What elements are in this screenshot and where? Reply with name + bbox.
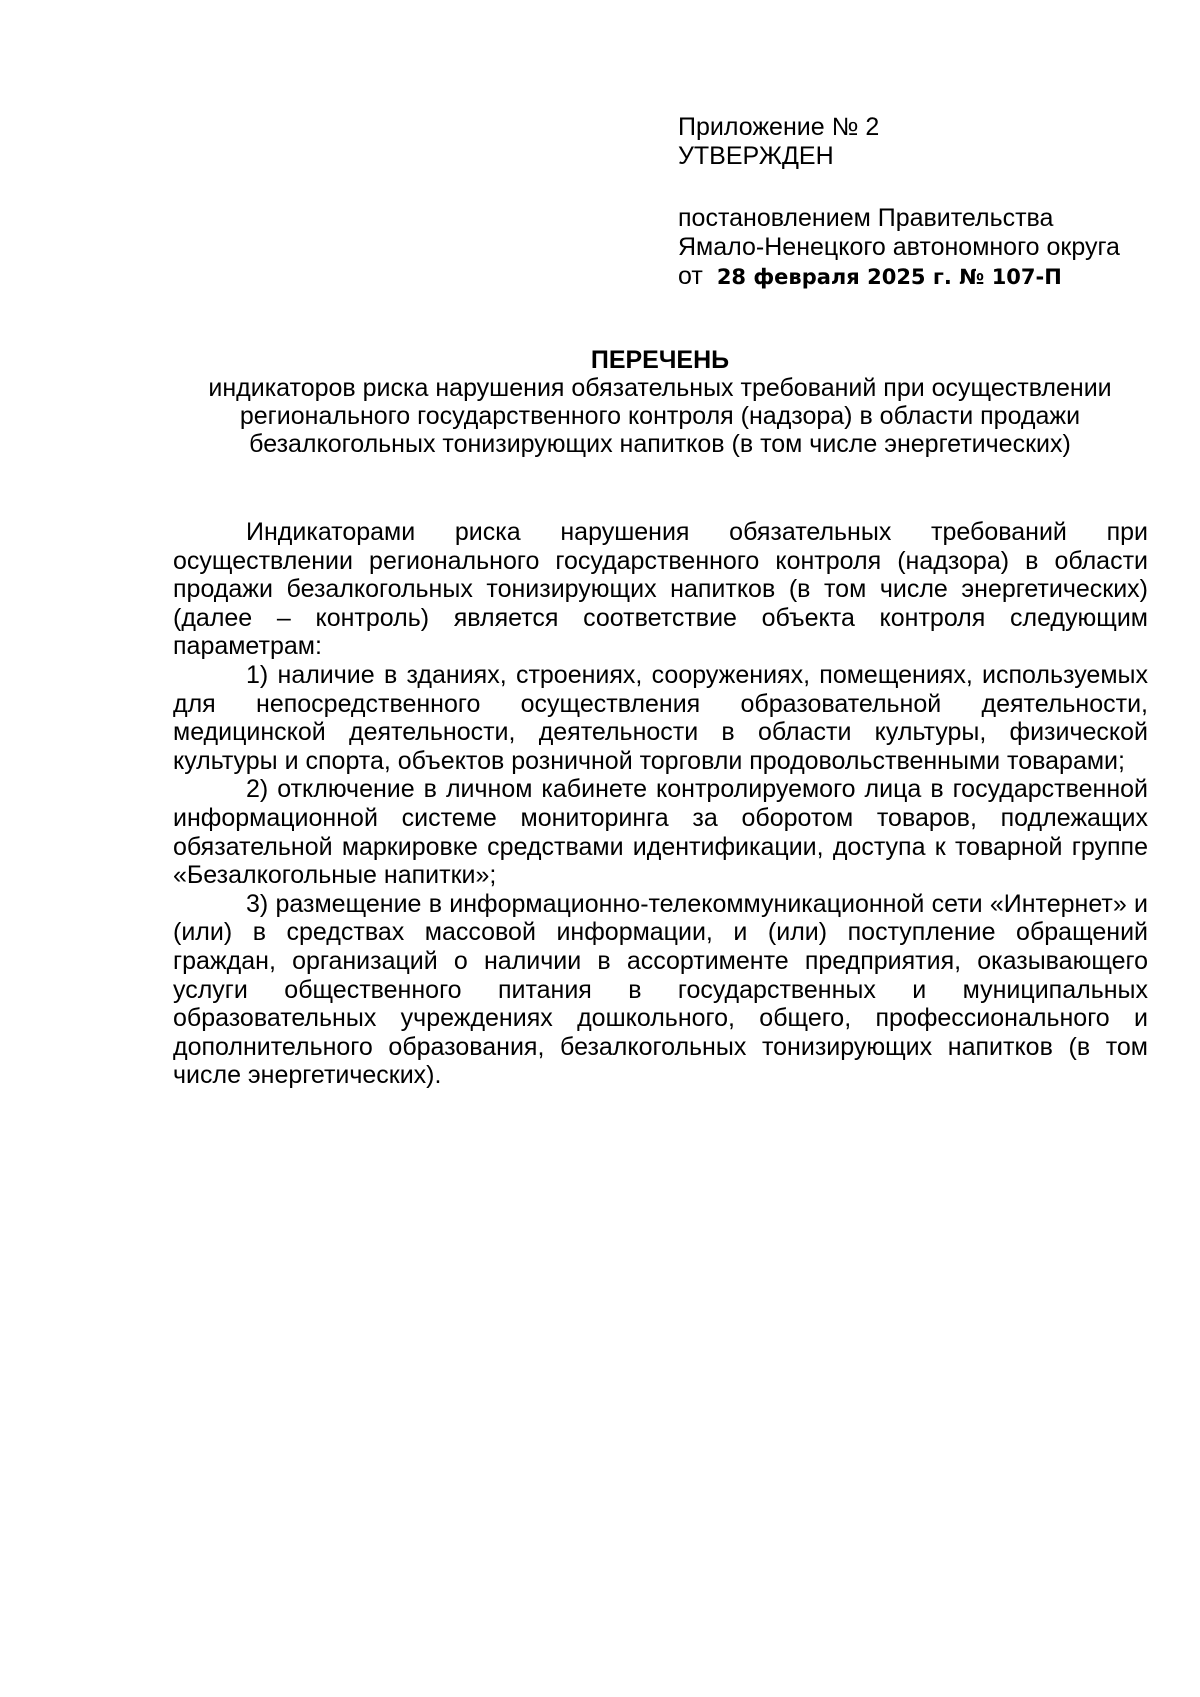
decree-date-line [678, 262, 1158, 292]
title-line-3: безалкогольных тонизирующих напитков (в том числе энергетических) [249, 430, 1071, 458]
decree-line-1: постановлением Правительства [678, 204, 1054, 232]
title-line-2: регионального государственного контроля (надзора) в области продажи [239, 402, 1081, 430]
list-item-2: 2) отключение в личном кабинете контролируемого лица в государственной информационной системе мониторинга за оборотом товаров, подлежащих обязательной маркировке средствами идентификации, доступа к товарной группе «Безалкогольные напитки»; [173, 775, 1148, 890]
approval-stamp [678, 113, 1158, 292]
decree-line-2: Ямало-Ненецкого автономного округа [678, 233, 1120, 261]
decree-date-number: 28 февраля 2025 г. № 107-П [716, 265, 1062, 289]
from-prefix: от [678, 262, 703, 290]
list-item-3: 3) размещение в информационно-телекоммуникационной сети «Интернет» и (или) в средствах массовой информации, и (или) поступление обращений граждан, организаций о наличии в ассортименте предприятия, оказывающего услуги общественного питания в государственных и муниципальных образовательных учреждениях дошкольного, общего, профессионального и дополнительного образования, безалкогольных тонизирующих напитков (в том числе энергетических). [173, 889, 1148, 1090]
intro-paragraph: Индикаторами риска нарушения обязательных требований при осуществлении регионального государственного контроля (надзора) в области продажи безалкогольных тонизирующих напитков (в том числе энергетических) (далее – контроль) является соответствие объекта контроля следующим параметрам: [173, 518, 1148, 661]
appendix-number: Приложение № 2 [678, 113, 880, 141]
document-body [173, 518, 1148, 1090]
title-line-1: индикаторов риска нарушения обязательных требований при осуществлении [208, 374, 1112, 402]
document-title: ПЕРЕЧЕНЬ [590, 346, 730, 374]
spacer [678, 171, 1158, 204]
document-title-block [165, 346, 1155, 458]
approved-label: УТВЕРЖДЕН [678, 142, 834, 170]
list-item-1: 1) наличие в зданиях, строениях, сооружениях, помещениях, используемых для непосредственного осуществления образовательной деятельности, медицинской деятельности, деятельности в области культуры, физической культуры и спорта, объектов розничной торговли продовольственными товарами; [173, 660, 1148, 775]
